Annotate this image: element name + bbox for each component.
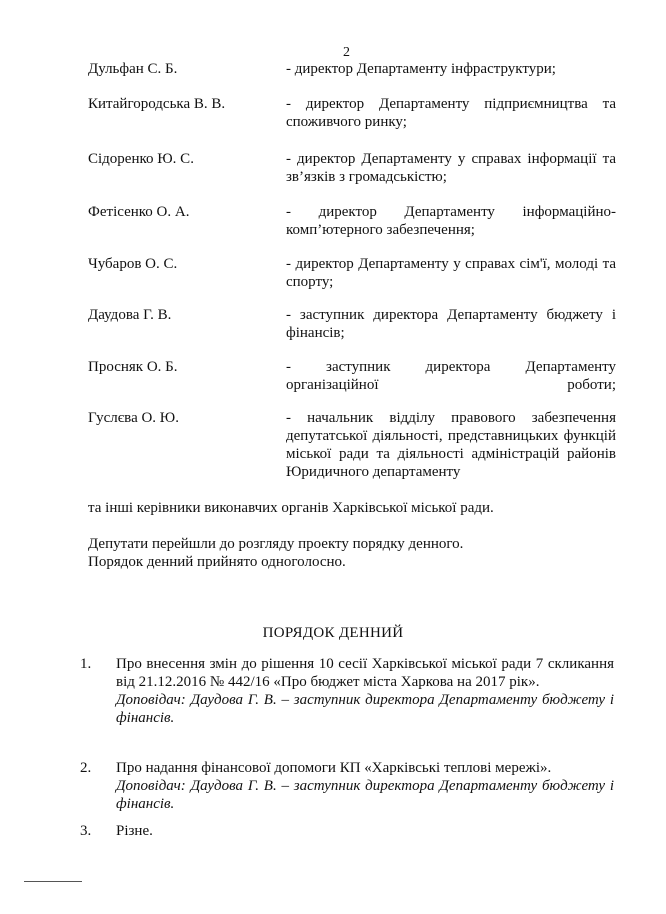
footer-rule [24,881,82,882]
attendee-name: Фетісенко О. А. [88,204,190,220]
page-number: 2 [343,45,350,60]
attendee-role: - директор Департаменту у справах інформації та зв’язків з громадськістю; [286,151,616,185]
attendee-name: Даудова Г. В. [88,307,172,323]
attendee-name: Гуслєва О. Ю. [88,410,179,426]
other-officials-line: та інші керівники виконавчих органів Харківської міської ради. [88,500,494,516]
agenda-item-text: Різне. [116,823,153,839]
attendee-role: - директор Департаменту інфраструктури; [286,61,556,77]
agenda-heading: ПОРЯДОК ДЕННИЙ [262,625,404,641]
agenda-item-speaker: Доповідач: Даудова Г. В. – заступник директора Департаменту бюджету і фінансів. [116,778,614,812]
attendee-name: Просняк О. Б. [88,359,178,375]
agenda-adopted-line: Порядок денний прийнято одноголосно. [88,554,346,570]
agenda-item-text: Про внесення змін до рішення 10 сесії Харківської міської ради 7 скликання від 21.12.2016 № 442/16 «Про бюджет міста Харкова на 2017 рік». [116,656,614,690]
agenda-item-number: 1. [80,656,92,672]
attendee-name: Дульфан С. Б. [88,61,178,77]
attendee-role: - заступник директора Департаменту організаційної роботи; [286,359,616,393]
agenda-item-number: 3. [80,823,92,839]
attendee-role: - директор Департаменту у справах сім'ї, молоді та спорту; [286,256,616,290]
agenda-item [116,655,614,727]
attendee-role: - начальник відділу правового забезпечення депутатської діяльності, представницьких функцій міської ради та діяльності адміністрацій районів Юридичного департаменту [286,410,616,480]
attendee-name: Сідоренко Ю. С. [88,151,194,167]
agenda-item [116,759,614,813]
agenda-item [116,822,614,840]
deputies-line: Депутати перейшли до розгляду проекту порядку денного. [88,536,464,552]
attendee-name: Китайгородська В. В. [88,96,226,112]
attendee-name: Чубаров О. С. [88,256,178,272]
agenda-item-text: Про надання фінансової допомоги КП «Харківські теплові мережі». [116,760,552,776]
attendee-role: - директор Департаменту інформаційно-комп’ютерного забезпечення; [286,204,616,238]
attendee-role: - заступник директора Департаменту бюджету і фінансів; [286,307,616,341]
attendee-role: - директор Департаменту підприємництва та споживчого ринку; [286,96,616,130]
agenda-item-speaker: Доповідач: Даудова Г. В. – заступник директора Департаменту бюджету і фінансів. [116,692,614,726]
agenda-item-number: 2. [80,760,92,776]
